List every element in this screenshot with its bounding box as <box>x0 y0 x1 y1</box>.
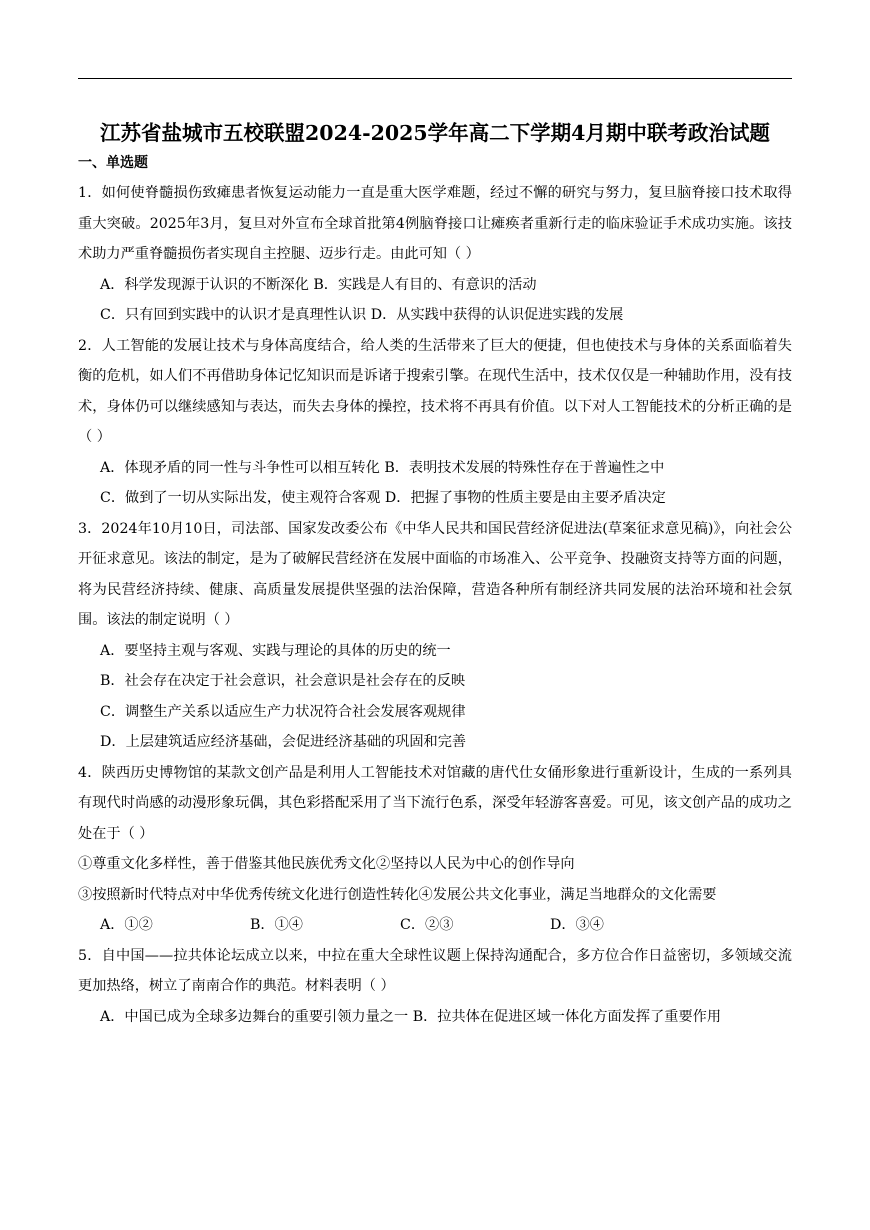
option-grid <box>78 910 792 941</box>
statement-line: ①尊重文化多样性，善于借鉴其他民族优秀文化②坚持以人民为中心的创作导向 <box>78 856 575 872</box>
question-4 <box>78 758 792 941</box>
option-a: A．①② <box>100 917 153 933</box>
option-d: D．③④ <box>550 917 604 933</box>
question-list <box>78 178 792 1032</box>
section-label: 一、单选题 <box>78 155 148 171</box>
question-5 <box>78 941 792 1033</box>
question-stem: 1．如何使脊髓损伤致瘫患者恢复运动能力一直是重大医学难题，经过不懈的研究与努力，复旦脑脊接口技术取得重大突破。2025年3月，复旦对外宣布全球首批第4例脑脊接口让瘫痪者重新行走的临床验证手术成功实施。该技术助力严重脊髓损伤者实现自主控腿、迈步行走。由此可知（ ） <box>78 185 792 262</box>
option-line: D．上层建筑适应经济基础，会促进经济基础的巩固和完善 <box>100 734 467 750</box>
question-1 <box>78 178 792 331</box>
question-stem: 4．陕西历史博物馆的某款文创产品是利用人工智能技术对馆藏的唐代仕女俑形象进行重新设计，生成的一系列具有现代时尚感的动漫形象玩偶，其色彩搭配采用了当下流行色系，深受年轻游客喜爱。可见，该文创产品的成功之处在于（ ） <box>78 764 792 842</box>
question-2 <box>78 331 792 514</box>
header-rule <box>78 78 792 79</box>
question-stem: 2．人工智能的发展让技术与身体高度结合，给人类的生活带来了巨大的便捷，但也使技术与身体的关系面临着失衡的危机，如人们不再借助身体记忆知识而是诉诸于搜索引擎。在现代生活中，技术仅仅是一种辅助作用，没有技术，身体仍可以继续感知与表达，而失去身体的操控，技术将不再具有价值。以下对人工智能技术的分析正确的是（ ） <box>78 337 792 445</box>
question-stem: 3．2024年10月10日，司法部、国家发改委公布《中华人民共和国民营经济促进法(草案征求意见稿)》，向社会公开征求意见。该法的制定，是为了破解民营经济在发展中面临的市场准入、公平竞争、投融资支持等方面的问题，将为民营经济持续、健康、高质量发展提供坚强的法治保障，营造各种所有制经济共同发展的法治环境和社会氛围。该法的制定说明（ ） <box>78 520 792 628</box>
statement-line: ③按照新时代特点对中华优秀传统文化进行创造性转化④发展公共文化事业，满足当地群众的文化需要 <box>78 886 717 903</box>
question-3 <box>78 514 792 758</box>
option-line: A．中国已成为全球多边舞台的重要引领力量之一 B．拉共体在促进区域一体化方面发挥了重要作用 <box>100 1008 722 1025</box>
option-line: C．调整生产关系以适应生产力状况符合社会发展客观规律 <box>100 703 466 720</box>
option-line: A．体现矛盾的同一性与斗争性可以相互转化 B．表明技术发展的特殊性存在于普遍性之中 <box>100 459 665 476</box>
option-b: B．①④ <box>250 917 303 933</box>
document-title: 江苏省盐城市五校联盟2024-2025学年高二下学期4月期中联考政治试题 <box>100 121 770 145</box>
option-line: C．做到了一切从实际出发，使主观符合客观 D．把握了事物的性质主要是由主要矛盾决定 <box>100 490 666 506</box>
option-c: C．②③ <box>400 917 454 933</box>
option-line: B．社会存在决定于社会意识，社会意识是社会存在的反映 <box>100 673 466 689</box>
option-line: C．只有回到实践中的认识才是真理性认识 D．从实践中获得的认识促进实践的发展 <box>100 307 624 323</box>
question-stem: 5．自中国——拉共体论坛成立以来，中拉在重大全球性议题上保持沟通配合，多方位合作日益密切，多领域交流更加热络，树立了南南合作的典范。材料表明（ ） <box>78 947 792 994</box>
option-line: A．要坚持主观与客观、实践与理论的具体的历史的统一 <box>100 642 451 659</box>
option-line: A．科学发现源于认识的不断深化 B．实践是人有目的、有意识的活动 <box>100 276 537 293</box>
